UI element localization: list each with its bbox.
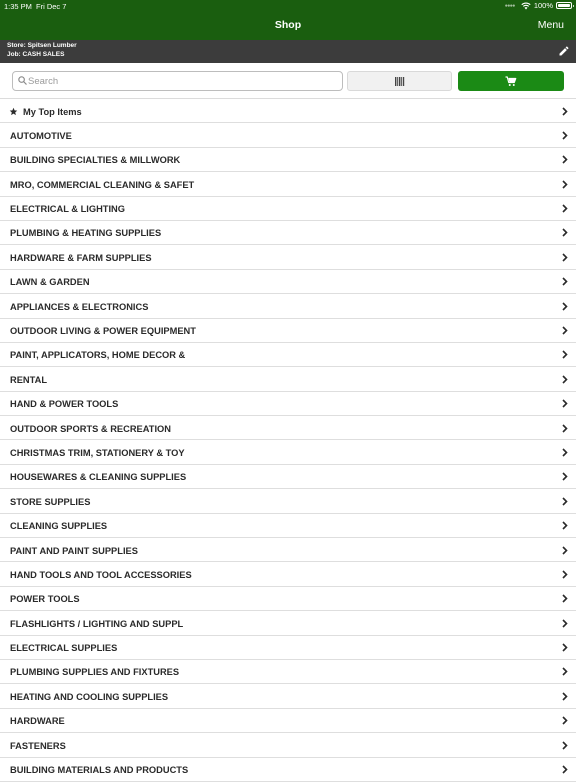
list-item[interactable] <box>0 245 576 269</box>
list-item-label: FASTENERS <box>10 740 66 751</box>
list-item[interactable] <box>0 294 576 318</box>
wifi-icon <box>521 2 531 10</box>
list-item[interactable] <box>0 489 576 513</box>
chevron-right-icon <box>562 716 568 725</box>
chevron-right-icon <box>562 107 568 116</box>
chevron-right-icon <box>562 692 568 701</box>
navigation-bar <box>0 12 576 40</box>
chevron-right-icon <box>562 350 568 359</box>
chevron-right-icon <box>562 375 568 384</box>
list-item-label: PLUMBING SUPPLIES AND FIXTURES <box>10 667 180 678</box>
list-item-label: HAND & POWER TOOLS <box>10 399 119 410</box>
list-item-label: ELECTRICAL & LIGHTING <box>10 204 126 215</box>
list-item-label: OUTDOOR SPORTS & RECREATION <box>10 423 171 434</box>
list-item-label: LAWN & GARDEN <box>10 277 90 288</box>
star-icon <box>9 107 18 116</box>
cart-icon <box>505 76 517 87</box>
list-item[interactable] <box>0 733 576 757</box>
chevron-right-icon <box>562 643 568 652</box>
search-toolbar <box>0 63 576 99</box>
status-date: Fri Dec 7 <box>36 2 67 11</box>
search-field[interactable] <box>12 71 343 91</box>
chevron-right-icon <box>562 594 568 603</box>
signal-icon: ●●●● <box>504 2 515 9</box>
list-item-label: PLUMBING & HEATING SUPPLIES <box>10 228 162 239</box>
chevron-right-icon <box>562 546 568 555</box>
chevron-right-icon <box>562 228 568 237</box>
list-item-label: HARDWARE <box>10 716 65 727</box>
list-item-label: POWER TOOLS <box>10 594 80 605</box>
list-item-label: MRO, COMMERCIAL CLEANING & SAFET <box>10 179 195 190</box>
barcode-icon <box>395 77 405 86</box>
list-item-label: HARDWARE & FARM SUPPLIES <box>10 252 152 263</box>
chevron-right-icon <box>562 448 568 457</box>
search-input[interactable] <box>28 73 328 89</box>
chevron-right-icon <box>562 277 568 286</box>
chevron-right-icon <box>562 521 568 530</box>
battery-icon <box>556 2 572 9</box>
page-title: Shop <box>274 19 302 31</box>
list-item-label: AUTOMOTIVE <box>10 130 72 141</box>
list-item[interactable] <box>0 636 576 660</box>
menu-button[interactable]: Menu <box>537 19 564 31</box>
list-item[interactable] <box>0 465 576 489</box>
status-time: 1:35 PM <box>4 2 32 11</box>
chevron-right-icon <box>562 155 568 164</box>
list-item[interactable] <box>0 343 576 367</box>
magnifier-icon <box>17 75 28 86</box>
chevron-right-icon <box>562 180 568 189</box>
list-item[interactable] <box>0 611 576 635</box>
list-item[interactable] <box>0 148 576 172</box>
list-item-label: CLEANING SUPPLIES <box>10 521 108 532</box>
chevron-right-icon <box>562 131 568 140</box>
list-item[interactable] <box>0 660 576 684</box>
store-info-bar[interactable] <box>0 40 576 63</box>
list-item[interactable] <box>0 172 576 196</box>
chevron-right-icon <box>562 399 568 408</box>
list-item-label: RENTAL <box>10 374 48 385</box>
list-item-label: STORE SUPPLIES <box>10 496 91 507</box>
list-item[interactable] <box>0 392 576 416</box>
chevron-right-icon <box>562 497 568 506</box>
chevron-right-icon <box>562 302 568 311</box>
list-item-label: BUILDING SPECIALTIES & MILLWORK <box>10 155 181 166</box>
chevron-right-icon <box>562 204 568 213</box>
list-item-label: HAND TOOLS AND TOOL ACCESSORIES <box>10 569 192 580</box>
list-item-label: HOUSEWARES & CLEANING SUPPLIES <box>10 472 187 483</box>
store-name: Store: Spitsen Lumber <box>7 42 77 49</box>
list-item[interactable] <box>0 319 576 343</box>
list-item-my-top-items[interactable] <box>0 99 576 123</box>
list-item-label: HEATING AND COOLING SUPPLIES <box>10 691 169 702</box>
list-item[interactable] <box>0 367 576 391</box>
chevron-right-icon <box>562 741 568 750</box>
list-item-label: BUILDING MATERIALS AND PRODUCTS <box>10 765 189 776</box>
chevron-right-icon <box>562 667 568 676</box>
list-item-label: PAINT, APPLICATORS, HOME DECOR & <box>10 350 186 361</box>
status-bar <box>0 0 576 12</box>
list-item[interactable] <box>0 709 576 733</box>
chevron-right-icon <box>562 570 568 579</box>
chevron-right-icon <box>562 326 568 335</box>
list-item[interactable] <box>0 514 576 538</box>
list-item[interactable] <box>0 538 576 562</box>
list-item[interactable] <box>0 416 576 440</box>
list-item-label: OUTDOOR LIVING & POWER EQUIPMENT <box>10 326 196 337</box>
list-item[interactable] <box>0 684 576 708</box>
barcode-scan-button[interactable] <box>347 71 452 91</box>
list-item-label: PAINT AND PAINT SUPPLIES <box>10 545 138 556</box>
chevron-right-icon <box>562 765 568 774</box>
list-item[interactable] <box>0 587 576 611</box>
app-header <box>0 0 576 40</box>
job-name: Job: CASH SALES <box>7 50 65 58</box>
list-item-label: ELECTRICAL SUPPLIES <box>10 643 118 654</box>
list-item[interactable] <box>0 440 576 464</box>
chevron-right-icon <box>562 424 568 433</box>
list-item-label: APPLIANCES & ELECTRONICS <box>10 301 149 312</box>
list-item[interactable] <box>0 758 576 782</box>
list-item[interactable] <box>0 221 576 245</box>
list-item[interactable] <box>0 123 576 147</box>
category-list <box>0 99 576 782</box>
list-item-label: CHRISTMAS TRIM, STATIONERY & TOY <box>10 447 185 458</box>
list-item[interactable] <box>0 197 576 221</box>
list-item-label: My Top Items <box>23 106 82 117</box>
cart-button[interactable] <box>458 71 564 91</box>
pencil-icon[interactable] <box>558 45 570 57</box>
chevron-right-icon <box>562 253 568 262</box>
list-item-label: FLASHLIGHTS / LIGHTING AND SUPPL <box>10 618 184 629</box>
chevron-right-icon <box>562 619 568 628</box>
list-item[interactable] <box>0 562 576 586</box>
battery-percent: 100% <box>533 1 553 10</box>
list-item[interactable] <box>0 270 576 294</box>
chevron-right-icon <box>562 472 568 481</box>
status-indicators <box>505 1 572 10</box>
